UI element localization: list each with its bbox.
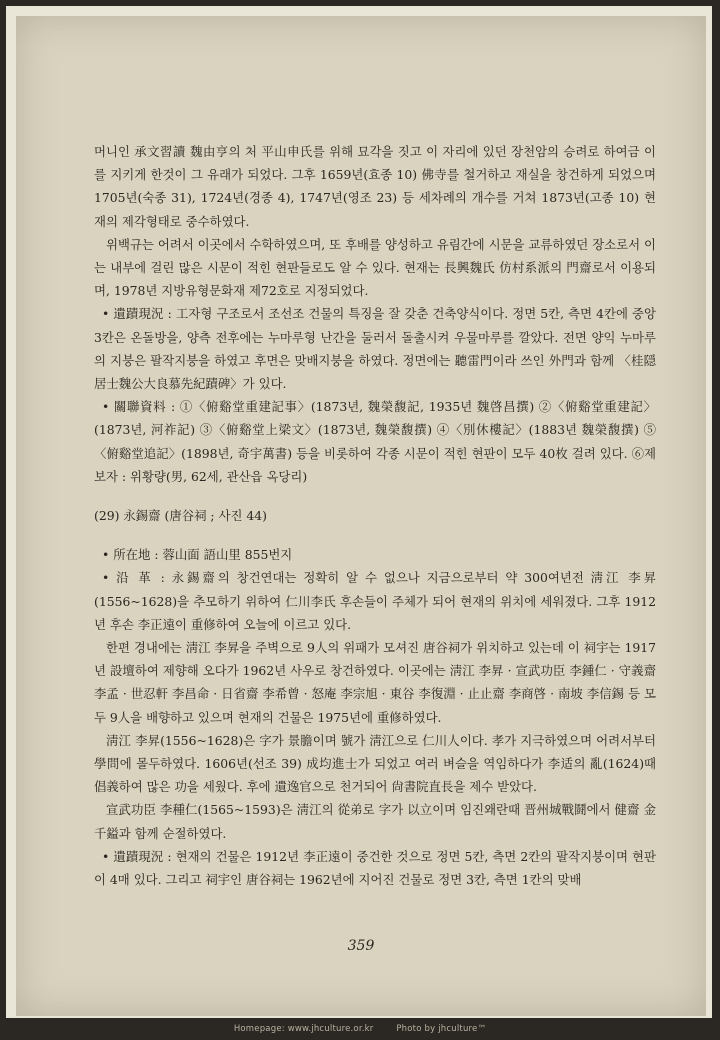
paragraph-remains: • 遺蹟現況 : 工자형 구조로서 조선조 건물의 특징을 잘 갖춘 건축양식이다. 정면 5칸, 측면 4칸에 중앙 3칸은 온돌방을, 양측 전후에는 누마루형 난간을 둘러서 돌출시켜 우물마루를 깔았다. 전면 양익 누마루의 지붕은 팔작지붕을 하였고 후면은 맞배지붕을 하였다. 정면에는 聽雷門이라 쓰인 外門과 함께 〈桂隠居士魏公大良慕先紀蹟碑〉가 있다. <box>94 306 656 392</box>
scan-frame <box>6 6 712 1018</box>
paragraph-location: • 所在地 : 蓉山面 語山里 855번지 <box>102 547 293 563</box>
paragraph-remains: • 遺蹟現況 : 현재의 건물은 1912년 李正遠이 중건한 것으로 정면 5칸, 측면 2칸의 팔작지붕이며 현판이 4매 있다. 그리고 祠宇인 唐谷祠는 1962년에 지어진 건물로 정면 3칸, 측면 1칸의 맞배 <box>94 848 656 888</box>
page-body <box>94 140 656 891</box>
paragraph: 淸江 李昇(1556~1628)은 字가 景膽이며 號가 淸江으로 仁川人이다. 孝가 지극하였으며 어려서부터 學問에 몰두하였다. 1606년(선조 39) 成均進士가 되었고 여러 벼슬을 역임하다가 李适의 亂(1624)때 倡義하여 많은 功을 세웠다. 후에 遺逸官으로 천거되어 尙書院直長을 제수 받았다. <box>94 732 656 795</box>
book-page <box>16 16 706 1016</box>
footer-photo-credit: Photo by jhculture™ <box>396 1024 487 1034</box>
footer-homepage: Homepage: www.jhculture.or.kr <box>233 1024 374 1034</box>
paragraph-related-materials: • 關聯資料 : ①〈俯谿堂重建記事〉(1873년, 魏榮馥記, 1935년 魏啓昌撰) ②〈俯谿堂重建記〉(1873년, 河祚記) ③〈俯谿堂上梁文〉(1873년, 魏榮馥撰) ④〈別休樓記〉(1883년 魏榮馥撰) ⑤〈俯谿堂追記〉(1898년, 奇宇萬書) 등을 비롯하여 각종 시문이 적힌 현판이 모두 40枚 걸려 있다. ⑥제보자 : 위황량(男, 62세, 관산읍 옥당리) <box>94 399 656 484</box>
paragraph-history: • 沿 革 : 永錫齋의 창건연대는 정확히 알 수 없으나 지금으로부터 약 300여년전 淸江 李昇(1556~1628)을 추모하기 위하여 仁川李氏 후손들이 주체가 되어 현재의 위치에 세워졌다. 그후 1912년 후손 李正遠이 重修하여 오늘에 이르고 있다. <box>94 570 656 632</box>
page-number: 359 <box>347 938 375 954</box>
paragraph: 宣武功臣 李種仁(1565~1593)은 淸江의 從弟로 字가 以立이며 임진왜란때 晋州城戰鬪에서 健齋 金千鎰과 함께 순절하였다. <box>94 802 656 841</box>
footer-credit <box>0 1024 720 1034</box>
paragraph: 한편 경내에는 淸江 李昇을 주벽으로 9人의 위패가 모셔진 唐谷祠가 위치하고 있는데 이 祠宇는 1917년 設壇하여 제향해 오다가 1962년 사우로 창건하였다. 이곳에는 淸江 李昇 · 宣武功臣 李鍾仁 · 守義齋 李孟 · 世忍軒 李昌命 · 日省齋 李希曾 · 怒庵 李宗旭 · 東谷 李復淵 · 止止齋 李商啓 · 南坡 李信錫 등 모두 9人을 배향하고 있으며 현재의 건물은 1975년에 重修하였다. <box>94 640 656 725</box>
section-heading: (29) 永錫齋 (唐谷祠 ; 사진 44) <box>94 508 268 524</box>
paragraph: 위백규는 어려서 이곳에서 수학하였으며, 또 후배를 양성하고 유림간에 시문을 교류하였던 장소로서 이는 내부에 걸린 많은 시문이 적힌 현판들로도 알 수 있다. 현재는 長興魏氏 仿村系派의 門齋로서 이용되며, 1978년 지방유형문화재 제72호로 지정되었다. <box>94 236 656 299</box>
paragraph: 머니인 承文習讀 魏由亨의 처 平山申氏를 위해 묘각을 짓고 이 자리에 있던 장천암의 승려로 하여금 이를 지키게 한것이 그 유래가 되었다. 그후 1659년(효종 10) 佛寺를 철거하고 재실을 창건하게 되었으며 1705년(숙종 31), 1724년(경종 4), 1747년(영조 23) 등 세차례의 개수를 거쳐 1873년(고종 10) 현재의 제각형태로 중수하였다. <box>94 144 656 229</box>
